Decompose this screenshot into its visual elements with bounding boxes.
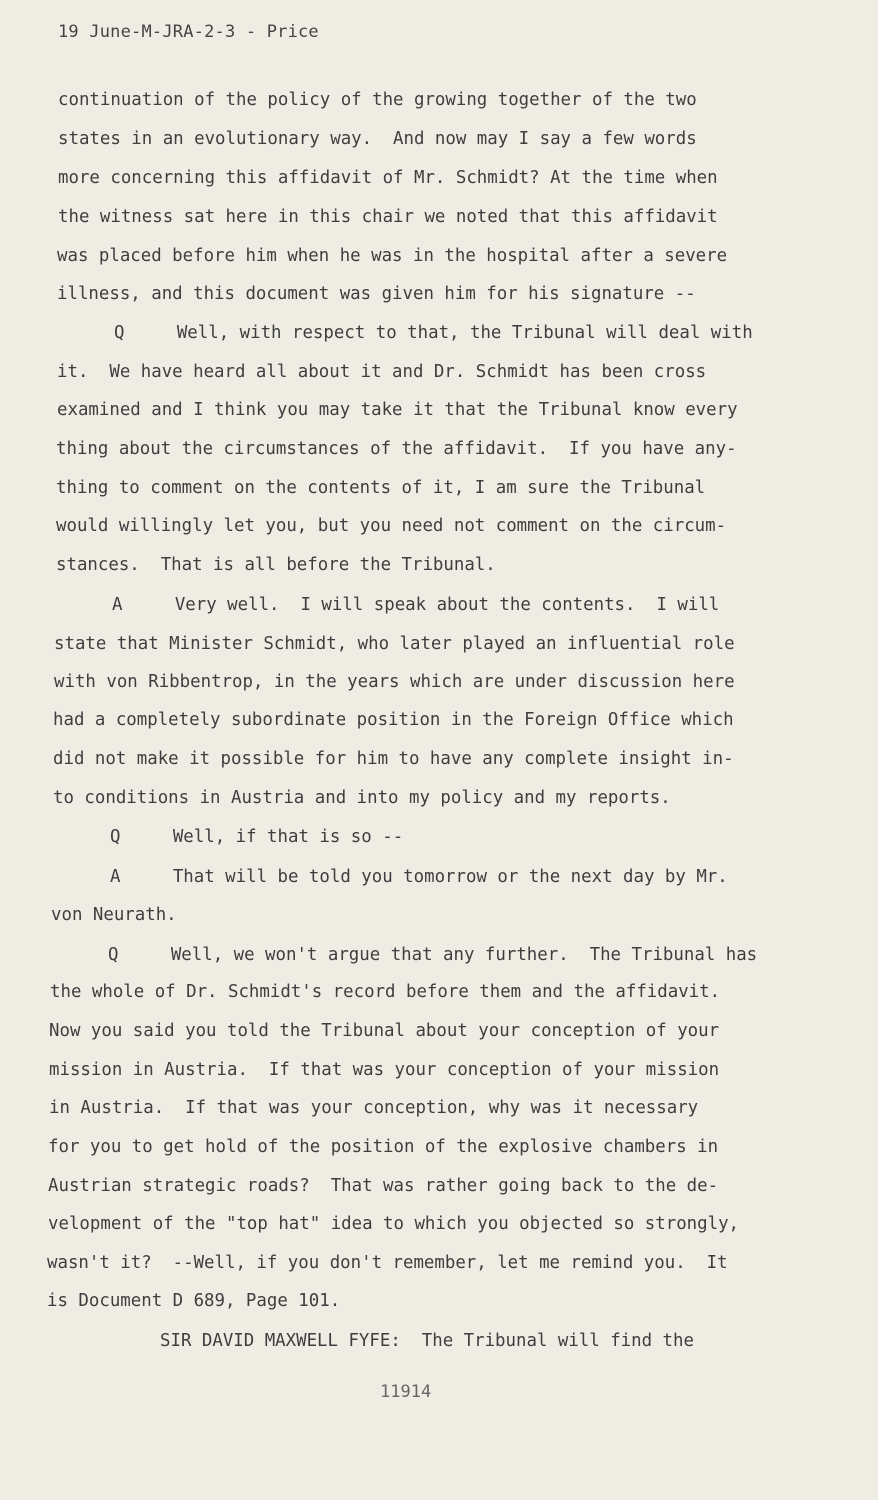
text-line: had a completely subordinate position in the Foreign Office which [53,710,734,730]
text-line: to conditions in Austria and into my policy and my reports. [53,788,671,808]
text-line: mission in Austria. If that was your conception of your mission [49,1060,720,1080]
text-line: was placed before him when he was in the hospital after a severe [57,246,728,266]
text-line: illness, and this document was given him for his signature -- [57,284,696,304]
text-line: is Document D 689, Page 101. [47,1291,341,1311]
text-line: the whole of Dr. Schmidt's record before them and the affidavit. [50,982,721,1002]
text-line: Now you said you told the Tribunal about your conception of your [49,1021,720,1041]
text-line: did not make it possible for him to have any complete insight in- [53,749,734,769]
text-line: states in an evolutionary way. And now may I say a few words [58,129,697,149]
text-line: continuation of the policy of the growing together of the two [58,90,697,110]
text-line: more concerning this affidavit of Mr. Schmidt? At the time when [58,168,718,188]
text-line: Austrian strategic roads? That was rather going back to the de- [48,1176,719,1196]
text-line: Q Well, if that is so -- [110,827,404,847]
text-line: examined and I think you may take it that the Tribunal know every [57,400,738,420]
text-line: stances. That is all before the Tribunal. [56,555,496,575]
text-line: state that Minister Schmidt, who later played an influential role [54,634,735,654]
text-line: von Neurath. [51,905,177,925]
page-header: 19 June-M-JRA-2-3 - Price [58,22,319,42]
text-line: it. We have heard all about it and Dr. Schmidt has been cross [57,362,707,382]
text-line: the witness sat here in this chair we noted that this affidavit [58,207,718,227]
text-line: velopment of the "top hat" idea to which you objected so strongly, [48,1214,740,1234]
text-line: Q Well, we won't argue that any further. The Tribunal has [108,945,758,965]
text-line: for you to get hold of the position of the explosive chambers in [48,1137,719,1157]
text-line: A That will be told you tomorrow or the next day by Mr. [110,867,728,887]
text-line: thing to comment on the contents of it, I am sure the Tribunal [56,478,706,498]
text-line: wasn't it? --Well, if you don't remember, let me remind you. It [47,1253,728,1273]
text-line: Q Well, with respect to that, the Tribunal will deal with [114,323,753,343]
text-line: in Austria. If that was your conception, why was it necessary [49,1098,699,1118]
text-line: would willingly let you, but you need not comment on the circum- [56,516,727,536]
text-line: SIR DAVID MAXWELL FYFE: The Tribunal will find the [160,1331,694,1351]
text-line: thing about the circumstances of the affidavit. If you have any- [56,439,737,459]
text-line: with von Ribbentrop, in the years which are under discussion here [54,672,735,692]
text-line: A Very well. I will speak about the contents. I will [112,595,720,615]
page-number: 11914 [380,1382,432,1402]
